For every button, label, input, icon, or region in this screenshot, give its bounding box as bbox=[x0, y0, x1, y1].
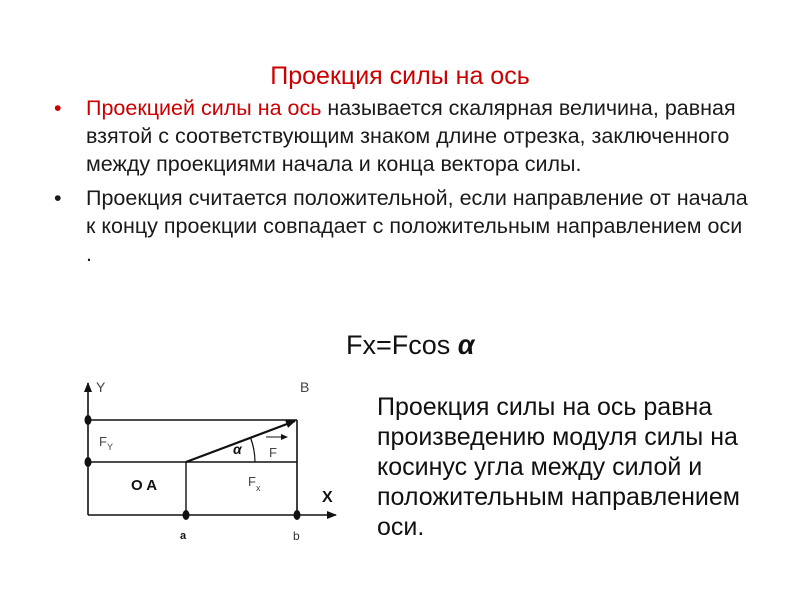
formula-alpha: α bbox=[457, 330, 475, 360]
formula-left: Fx=Fcos bbox=[346, 330, 458, 360]
bullet-marker: • bbox=[54, 96, 62, 120]
fy-label: $F_Y$ bbox=[99, 434, 113, 452]
point-fy-top bbox=[85, 415, 92, 425]
fx-label: $F_x$ bbox=[248, 474, 261, 493]
y-axis-label: Y bbox=[96, 379, 106, 395]
x-axis-label: X bbox=[322, 489, 333, 506]
point-b-label: B bbox=[300, 379, 310, 395]
point-a-label: a bbox=[180, 530, 187, 542]
point-b-low-label: b bbox=[293, 529, 300, 543]
origin-label: O A bbox=[131, 477, 158, 494]
point-b bbox=[294, 510, 301, 520]
angle-label: α bbox=[233, 441, 242, 457]
sign-rule-text: Проекция считается положительной, если направление от начала к концу проекции совпадает с положительным направлением оси . bbox=[86, 186, 748, 266]
bullet-marker: • bbox=[54, 186, 62, 210]
point-fy-bottom bbox=[85, 457, 92, 467]
point-a bbox=[183, 510, 190, 520]
force-label: F bbox=[269, 445, 277, 460]
slide-title: Проекция силы на ось bbox=[270, 62, 530, 90]
definition-text: называется скалярная величина, равная взятой с соответствующим знаком длине отрезка, заключенного между проекциями начала и конца вектора силы. bbox=[86, 96, 736, 176]
projection-explanation: Проекция силы на ось равна произведению модуля силы на косинус угла между силой и положительным направлением оси. bbox=[377, 393, 740, 541]
angle-arc bbox=[251, 438, 255, 462]
definition-term: Проекцией силы на ось bbox=[86, 96, 322, 120]
